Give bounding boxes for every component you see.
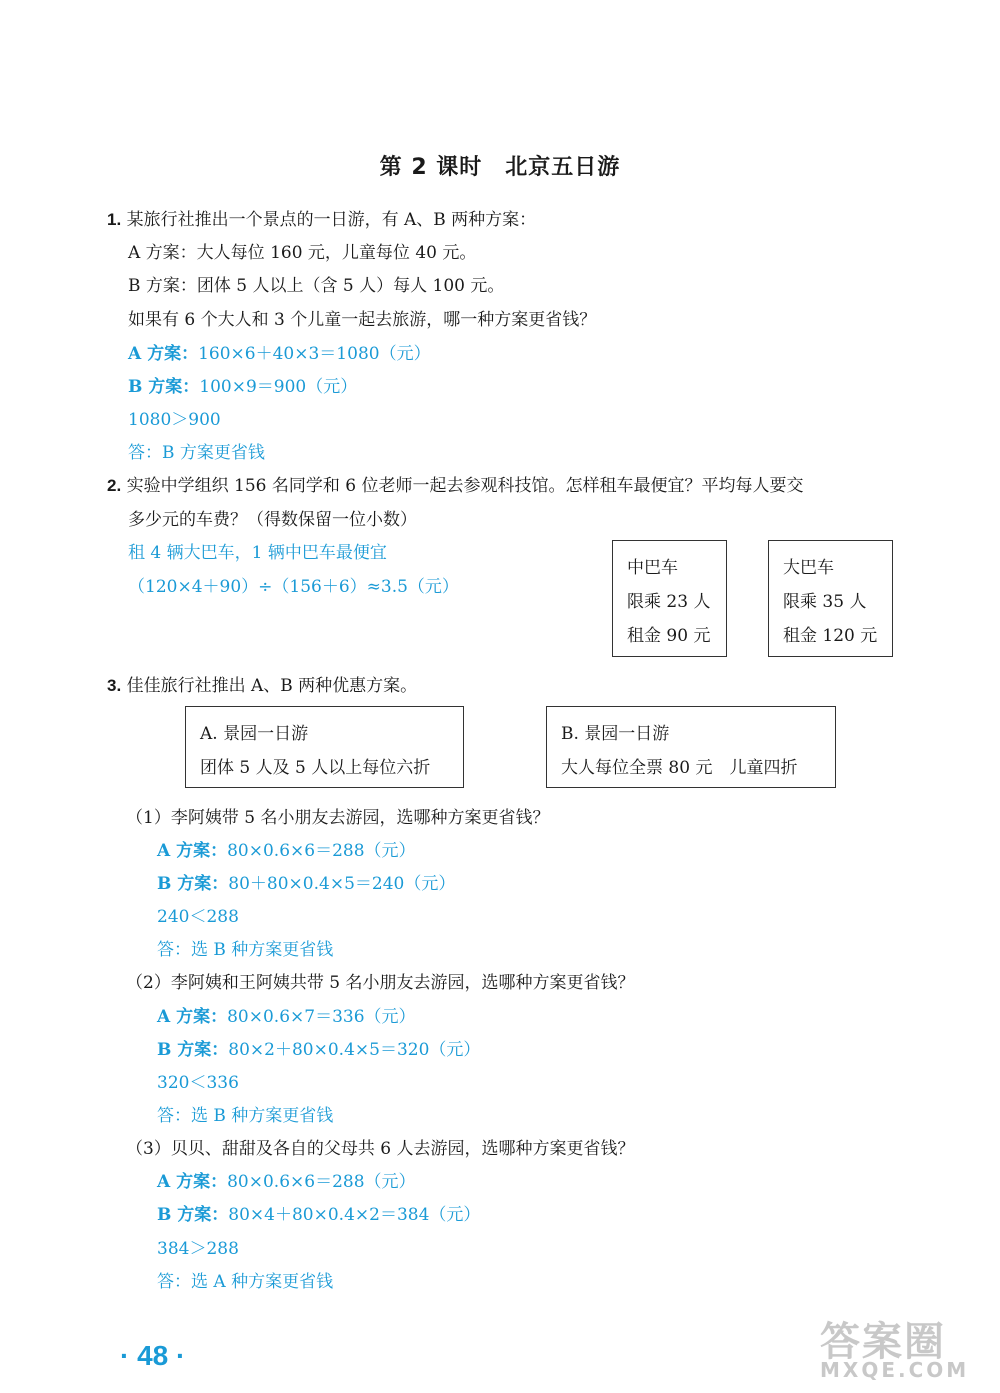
sub-question-3: （3）贝贝、甜甜及各自的父母共 6 人去游园，选哪种方案更省钱？ [126, 1139, 635, 1159]
answer-line: A 方案：80×0.6×6＝288（元） [157, 1172, 416, 1192]
answer-compare: 240＜288 [157, 907, 239, 927]
answer-conclusion: 答：选 B 种方案更省钱 [157, 1106, 334, 1126]
offer-a-box: A. 景园一日游 团体 5 人及 5 人以上每位六折 [185, 706, 464, 788]
page-number: · 48 · [120, 1340, 186, 1371]
answer-conclusion: 答：选 A 种方案更省钱 [157, 1272, 334, 1292]
answer-compare: 1080＞900 [128, 410, 221, 430]
watermark-logo: 答案圈 MXQE.COM [820, 1319, 970, 1382]
answer-conclusion: 答：B 方案更省钱 [128, 443, 265, 463]
answer-compare: 320＜336 [157, 1073, 239, 1093]
answer-line: B 方案：80＋80×0.4×5＝240（元） [157, 874, 456, 894]
answer-line: （120×4＋90）÷（156＋6）≈3.5（元） [128, 577, 459, 597]
question-number: 1. [107, 210, 122, 229]
answer-compare: 384＞288 [157, 1239, 239, 1259]
question-text: 佳佳旅行社推出 A、B 两种优惠方案。 [126, 676, 418, 696]
minibus-info-box: 中巴车 限乘 23 人 租金 90 元 [612, 540, 727, 657]
answer-line: A 方案：80×0.6×7＝336（元） [157, 1007, 416, 1027]
plan-b-text: B 方案：团体 5 人以上（含 5 人）每人 100 元。 [128, 276, 505, 296]
answer-line: A 方案：160×6＋40×3＝1080（元） [128, 344, 431, 364]
answer-line: 租 4 辆大巴车，1 辆中巴车最便宜 [128, 543, 387, 563]
sub-question-1: （1）李阿姨带 5 名小朋友去游园，选哪种方案更省钱？ [126, 808, 550, 828]
answer-line: B 方案：100×9＝900（元） [128, 377, 358, 397]
question-number: 2. [107, 476, 122, 495]
sub-question-2: （2）李阿姨和王阿姨共带 5 名小朋友去游园，选哪种方案更省钱？ [126, 973, 635, 993]
plan-a-text: A 方案：大人每位 160 元，儿童每位 40 元。 [128, 243, 477, 263]
offer-b-box: B. 景园一日游 大人每位全票 80 元 儿童四折 [546, 706, 836, 788]
question-number: 3. [107, 676, 122, 695]
answer-line: B 方案：80×4＋80×0.4×2＝384（元） [157, 1205, 481, 1225]
answer-conclusion: 答：选 B 种方案更省钱 [157, 940, 334, 960]
answer-line: B 方案：80×2＋80×0.4×5＝320（元） [157, 1040, 481, 1060]
answer-line: A 方案：80×0.6×6＝288（元） [157, 841, 416, 861]
page-title: 第 2 课时 北京五日游 [379, 155, 621, 180]
question-text: 实验中学组织 156 名同学和 6 位老师一起去参观科技馆。怎样租车最便宜？平均每人要交 [126, 476, 804, 496]
bus-info-box: 大巴车 限乘 35 人 租金 120 元 [768, 540, 893, 657]
question-text: 某旅行社推出一个景点的一日游，有 A、B 两种方案： [126, 210, 537, 230]
question-prompt: 如果有 6 个大人和 3 个儿童一起去旅游，哪一种方案更省钱？ [128, 310, 597, 330]
question-text-cont: 多少元的车费？（得数保留一位小数） [128, 510, 417, 530]
